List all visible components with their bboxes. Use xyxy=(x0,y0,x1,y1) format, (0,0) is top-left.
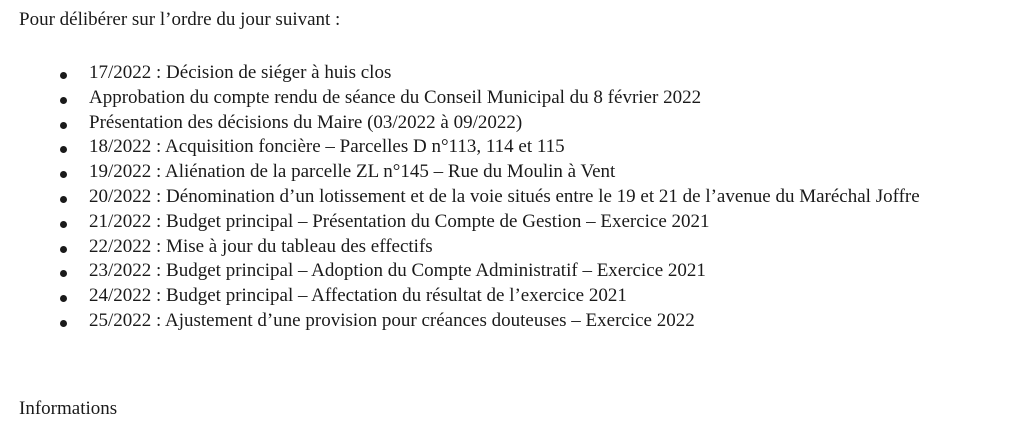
bullet-icon xyxy=(60,122,67,129)
agenda-item xyxy=(0,235,1024,260)
agenda-item-text: Approbation du compte rendu de séance du Conseil Municipal du 8 février 2022 xyxy=(89,86,702,108)
bullet-icon xyxy=(60,72,67,79)
agenda-item xyxy=(0,259,1024,284)
agenda-item-text: 24/2022 : Budget principal – Affectation du résultat de l’exercice 2021 xyxy=(89,285,627,307)
bullet-icon xyxy=(60,295,67,302)
agenda-item xyxy=(0,160,1024,185)
agenda-item xyxy=(0,185,1024,210)
bullet-icon xyxy=(60,270,67,277)
bullet-icon xyxy=(60,97,67,104)
agenda-item-text: 21/2022 : Budget principal – Présentation du Compte de Gestion – Exercice 2021 xyxy=(89,210,710,232)
agenda-item xyxy=(0,86,1024,111)
bullet-icon xyxy=(60,196,67,203)
agenda-item xyxy=(0,309,1024,334)
bullet-icon xyxy=(60,320,67,327)
intro-text: Pour délibérer sur l’ordre du jour suivant : xyxy=(19,9,341,30)
agenda-item xyxy=(0,210,1024,235)
agenda-item-text: 25/2022 : Ajustement d’une provision pour créances douteuses – Exercice 2022 xyxy=(89,309,695,331)
agenda-item-text: 17/2022 : Décision de siéger à huis clos xyxy=(89,62,392,83)
bullet-icon xyxy=(60,221,67,228)
agenda-list xyxy=(0,61,1024,334)
agenda-item xyxy=(0,284,1024,309)
agenda-item-text: Présentation des décisions du Maire (03/2022 à 09/2022) xyxy=(89,111,523,133)
agenda-item-text: 19/2022 : Aliénation de la parcelle ZL n°145 – Rue du Moulin à Vent xyxy=(89,161,616,183)
bullet-icon xyxy=(60,146,67,153)
agenda-item xyxy=(0,111,1024,136)
agenda-item-text: 23/2022 : Budget principal – Adoption du Compte Administratif – Exercice 2021 xyxy=(89,260,706,282)
bullet-icon xyxy=(60,246,67,253)
bullet-icon xyxy=(60,171,67,178)
agenda-item-text: 20/2022 : Dénomination d’un lotissement et de la voie situés entre le 19 et 21 de l’avenue du Maréchal Joffre xyxy=(89,185,920,207)
section-heading-cutoff: Informations xyxy=(19,398,118,419)
agenda-item xyxy=(0,135,1024,160)
agenda-item-text: 18/2022 : Acquisition foncière – Parcelles D n°113, 114 et 115 xyxy=(89,136,565,158)
agenda-item-text: 22/2022 : Mise à jour du tableau des effectifs xyxy=(89,235,433,257)
agenda-item xyxy=(0,61,1024,86)
